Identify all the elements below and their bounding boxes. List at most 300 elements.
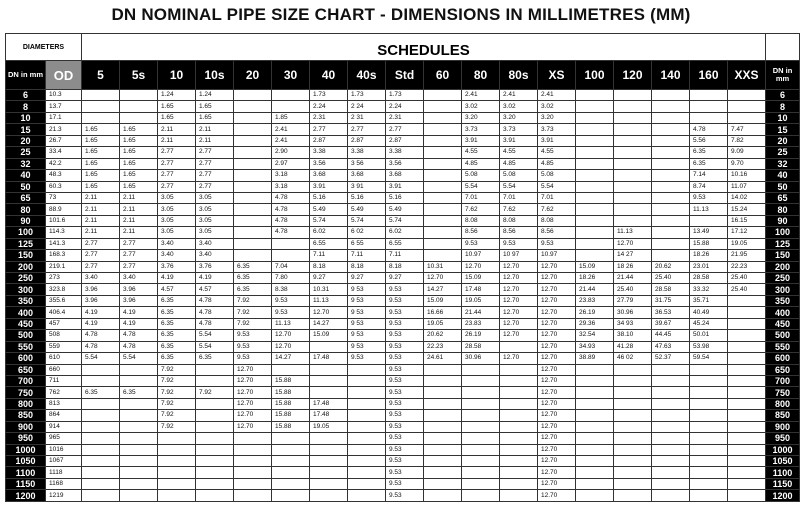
thickness-cell: 5.74 <box>348 215 386 226</box>
thickness-cell: 12.70 <box>538 341 576 352</box>
thickness-cell: 14.27 <box>272 353 310 364</box>
od-cell: 762 <box>46 387 82 398</box>
thickness-cell: 3.76 <box>158 261 196 272</box>
thickness-cell <box>728 398 766 409</box>
thickness-cell: 5.74 <box>310 215 348 226</box>
thickness-cell <box>652 456 690 467</box>
thickness-cell <box>120 375 158 386</box>
thickness-cell: 14.27 <box>424 284 462 295</box>
dn-cell-right: 20 <box>766 135 800 146</box>
thickness-cell: 4.19 <box>196 273 234 284</box>
thickness-cell: 12.70 <box>538 433 576 444</box>
dn-cell-right: 450 <box>766 318 800 329</box>
thickness-cell <box>272 238 310 249</box>
thickness-cell <box>614 181 652 192</box>
thickness-cell <box>82 478 120 489</box>
thickness-cell: 12.70 <box>500 318 538 329</box>
thickness-cell: 5.49 <box>348 204 386 215</box>
thickness-cell <box>348 410 386 421</box>
thickness-cell: 12.70 <box>538 318 576 329</box>
thickness-cell <box>652 192 690 203</box>
thickness-cell <box>652 147 690 158</box>
thickness-cell: 32.54 <box>576 330 614 341</box>
dn-cell-right: 250 <box>766 273 800 284</box>
dn-cell-right: 125 <box>766 238 800 249</box>
table-row <box>6 250 800 261</box>
thickness-cell <box>728 375 766 386</box>
thickness-cell <box>234 227 272 238</box>
schedule-header: 160 <box>690 61 728 90</box>
thickness-cell: 2.24 <box>386 101 424 112</box>
thickness-cell <box>576 124 614 135</box>
table-row <box>6 227 800 238</box>
thickness-cell: 20.62 <box>652 261 690 272</box>
thickness-cell: 6.35 <box>234 284 272 295</box>
thickness-cell <box>690 215 728 226</box>
thickness-cell: 9.53 <box>234 353 272 364</box>
table-row <box>6 204 800 215</box>
thickness-cell <box>614 444 652 455</box>
thickness-cell <box>462 444 500 455</box>
dn-cell-right: 25 <box>766 147 800 158</box>
od-cell: 1219 <box>46 490 82 501</box>
thickness-cell: 3.40 <box>120 273 158 284</box>
thickness-cell <box>424 421 462 432</box>
thickness-cell: 3.05 <box>196 192 234 203</box>
thickness-cell: 17.48 <box>310 353 348 364</box>
dn-cell: 100 <box>6 227 46 238</box>
thickness-cell: 9.27 <box>348 273 386 284</box>
thickness-cell <box>500 341 538 352</box>
thickness-cell: 5.54 <box>120 353 158 364</box>
dn-cell-right: 1150 <box>766 478 800 489</box>
thickness-cell: 3.96 <box>120 284 158 295</box>
thickness-cell <box>272 364 310 375</box>
thickness-cell: 4.19 <box>82 318 120 329</box>
thickness-cell: 5.49 <box>386 204 424 215</box>
thickness-cell: 10.31 <box>424 261 462 272</box>
dn-cell: 1200 <box>6 490 46 501</box>
thickness-cell <box>576 421 614 432</box>
thickness-cell <box>500 467 538 478</box>
thickness-cell: 1.65 <box>120 135 158 146</box>
thickness-cell: 3.20 <box>500 112 538 123</box>
dn-cell-right: 850 <box>766 410 800 421</box>
thickness-cell <box>576 375 614 386</box>
table-row <box>6 101 800 112</box>
thickness-cell: 3.76 <box>196 261 234 272</box>
thickness-cell: 8.18 <box>310 261 348 272</box>
thickness-cell <box>120 364 158 375</box>
thickness-cell <box>576 192 614 203</box>
thickness-cell <box>614 421 652 432</box>
thickness-cell: 1.65 <box>82 135 120 146</box>
thickness-cell: 3.05 <box>158 215 196 226</box>
od-cell: 323.8 <box>46 284 82 295</box>
dn-cell: 600 <box>6 353 46 364</box>
thickness-cell: 4.78 <box>272 204 310 215</box>
thickness-cell <box>310 478 348 489</box>
thickness-cell: 8.74 <box>690 181 728 192</box>
thickness-cell: 12.70 <box>538 295 576 306</box>
schedule-header: 10s <box>196 61 234 90</box>
dn-cell: 8 <box>6 101 46 112</box>
thickness-cell <box>652 364 690 375</box>
thickness-cell: 18 26 <box>614 261 652 272</box>
dn-cell-right: 900 <box>766 421 800 432</box>
schedule-header: 40s <box>348 61 386 90</box>
thickness-cell: 9.53 <box>386 421 424 432</box>
thickness-cell: 5.16 <box>386 192 424 203</box>
thickness-cell: 12.70 <box>500 261 538 272</box>
thickness-cell <box>652 410 690 421</box>
thickness-cell <box>576 398 614 409</box>
thickness-cell: 2.77 <box>196 170 234 181</box>
thickness-cell: 5.56 <box>690 135 728 146</box>
thickness-cell: 15.88 <box>272 375 310 386</box>
thickness-cell <box>234 158 272 169</box>
thickness-cell: 5.16 <box>348 192 386 203</box>
thickness-cell <box>234 444 272 455</box>
thickness-cell <box>196 490 234 501</box>
thickness-cell <box>234 467 272 478</box>
thickness-cell: 12.70 <box>538 421 576 432</box>
thickness-cell: 2.11 <box>82 227 120 238</box>
thickness-cell: 12.70 <box>538 444 576 455</box>
thickness-cell: 2.31 <box>310 112 348 123</box>
thickness-cell <box>652 490 690 501</box>
dn-cell: 300 <box>6 284 46 295</box>
table-row <box>6 398 800 409</box>
thickness-cell <box>196 433 234 444</box>
thickness-cell: 2.77 <box>196 158 234 169</box>
thickness-cell: 1.65 <box>120 158 158 169</box>
thickness-cell: 2.11 <box>120 204 158 215</box>
od-cell: 1016 <box>46 444 82 455</box>
schedule-header: 5s <box>120 61 158 90</box>
thickness-cell: 23.83 <box>462 318 500 329</box>
thickness-cell <box>728 456 766 467</box>
thickness-cell <box>652 135 690 146</box>
thickness-cell <box>196 398 234 409</box>
thickness-cell <box>614 490 652 501</box>
thickness-cell: 9 53 <box>348 307 386 318</box>
od-cell: 26.7 <box>46 135 82 146</box>
thickness-cell <box>500 398 538 409</box>
thickness-cell: 12.70 <box>272 341 310 352</box>
thickness-cell: 21.95 <box>728 250 766 261</box>
thickness-cell: 34.93 <box>576 341 614 352</box>
thickness-cell: 23.01 <box>690 261 728 272</box>
thickness-cell <box>576 204 614 215</box>
thickness-cell: 4.78 <box>196 295 234 306</box>
thickness-cell: 9.53 <box>386 307 424 318</box>
thickness-cell <box>272 456 310 467</box>
thickness-cell <box>652 112 690 123</box>
thickness-cell: 12.70 <box>234 410 272 421</box>
dn-cell: 25 <box>6 147 46 158</box>
thickness-cell: 2.77 <box>196 147 234 158</box>
thickness-cell: 2.41 <box>462 90 500 101</box>
thickness-cell <box>462 398 500 409</box>
thickness-cell: 6.35 <box>158 353 196 364</box>
od-cell: 273 <box>46 273 82 284</box>
thickness-cell: 12.70 <box>234 398 272 409</box>
schedule-header: Std <box>386 61 424 90</box>
thickness-cell <box>424 444 462 455</box>
thickness-cell <box>576 387 614 398</box>
thickness-cell: 7.11 <box>310 250 348 261</box>
thickness-cell <box>82 444 120 455</box>
table-row <box>6 170 800 181</box>
thickness-cell: 7.92 <box>234 295 272 306</box>
thickness-cell <box>348 398 386 409</box>
thickness-cell <box>614 215 652 226</box>
thickness-cell <box>652 124 690 135</box>
thickness-cell: 5.08 <box>538 170 576 181</box>
thickness-cell: 1.65 <box>82 170 120 181</box>
thickness-cell: 3.40 <box>82 273 120 284</box>
thickness-cell <box>234 456 272 467</box>
thickness-cell: 31.75 <box>652 295 690 306</box>
thickness-cell <box>652 467 690 478</box>
table-row <box>6 364 800 375</box>
thickness-cell <box>652 375 690 386</box>
thickness-cell: 1.65 <box>196 112 234 123</box>
thickness-cell: 8.56 <box>538 227 576 238</box>
thickness-cell <box>462 433 500 444</box>
thickness-cell: 2.77 <box>82 238 120 249</box>
thickness-cell <box>690 490 728 501</box>
thickness-cell: 15.88 <box>690 238 728 249</box>
thickness-cell: 6.02 <box>386 227 424 238</box>
thickness-cell: 10.97 <box>538 250 576 261</box>
thickness-cell <box>82 101 120 112</box>
thickness-cell <box>82 375 120 386</box>
thickness-cell <box>690 387 728 398</box>
thickness-cell: 2.41 <box>272 135 310 146</box>
thickness-cell: 4.55 <box>462 147 500 158</box>
table-row <box>6 433 800 444</box>
thickness-cell <box>690 456 728 467</box>
thickness-cell <box>196 467 234 478</box>
thickness-cell <box>424 250 462 261</box>
thickness-cell <box>652 478 690 489</box>
dn-cell: 50 <box>6 181 46 192</box>
thickness-cell <box>424 433 462 444</box>
thickness-cell <box>614 124 652 135</box>
thickness-cell: 5.74 <box>386 215 424 226</box>
thickness-cell: 4.78 <box>120 341 158 352</box>
thickness-cell: 1.65 <box>82 181 120 192</box>
dn-cell-right: 1100 <box>766 467 800 478</box>
thickness-cell: 2.41 <box>272 124 310 135</box>
table-row <box>6 261 800 272</box>
thickness-cell: 1.65 <box>120 124 158 135</box>
thickness-cell <box>728 444 766 455</box>
thickness-cell: 7.47 <box>728 124 766 135</box>
thickness-cell <box>690 398 728 409</box>
dn-cell: 20 <box>6 135 46 146</box>
dn-header-right: DN in mm <box>766 61 800 90</box>
thickness-cell <box>424 490 462 501</box>
thickness-cell <box>614 147 652 158</box>
thickness-cell <box>652 90 690 101</box>
thickness-cell: 13.49 <box>690 227 728 238</box>
thickness-cell: 2.11 <box>196 135 234 146</box>
thickness-cell <box>158 444 196 455</box>
thickness-cell <box>82 398 120 409</box>
thickness-cell <box>652 250 690 261</box>
thickness-cell: 3.91 <box>386 181 424 192</box>
thickness-cell: 19.05 <box>728 238 766 249</box>
thickness-cell: 2.77 <box>348 124 386 135</box>
od-cell: 610 <box>46 353 82 364</box>
thickness-cell: 15.09 <box>424 295 462 306</box>
thickness-cell: 12.70 <box>538 467 576 478</box>
thickness-cell <box>576 135 614 146</box>
thickness-cell: 2.11 <box>82 215 120 226</box>
thickness-cell <box>310 444 348 455</box>
thickness-cell: 12.70 <box>500 307 538 318</box>
thickness-cell: 6.02 <box>310 227 348 238</box>
thickness-cell: 3.68 <box>310 170 348 181</box>
thickness-cell: 2.24 <box>310 101 348 112</box>
thickness-cell: 12.70 <box>538 261 576 272</box>
thickness-cell: 7.92 <box>158 387 196 398</box>
thickness-cell <box>310 341 348 352</box>
thickness-cell: 14.27 <box>310 318 348 329</box>
dn-cell: 250 <box>6 273 46 284</box>
thickness-cell: 3.02 <box>538 101 576 112</box>
table-row <box>6 192 800 203</box>
thickness-cell <box>728 341 766 352</box>
thickness-cell <box>424 387 462 398</box>
thickness-cell <box>234 192 272 203</box>
thickness-cell <box>234 433 272 444</box>
thickness-cell: 9.53 <box>386 341 424 352</box>
thickness-cell <box>690 101 728 112</box>
od-cell: 114.3 <box>46 227 82 238</box>
thickness-cell: 9.53 <box>500 238 538 249</box>
thickness-cell <box>234 215 272 226</box>
thickness-cell <box>348 490 386 501</box>
dn-cell: 1150 <box>6 478 46 489</box>
thickness-cell: 8.08 <box>500 215 538 226</box>
thickness-cell: 45.24 <box>690 318 728 329</box>
table-row <box>6 387 800 398</box>
thickness-cell <box>120 490 158 501</box>
thickness-cell: 2.11 <box>120 215 158 226</box>
dn-cell-right: 6 <box>766 90 800 101</box>
dn-cell-right: 15 <box>766 124 800 135</box>
thickness-cell: 21.44 <box>614 273 652 284</box>
table-row <box>6 490 800 501</box>
thickness-cell: 17.48 <box>462 284 500 295</box>
thickness-cell <box>728 307 766 318</box>
dn-cell-right: 750 <box>766 387 800 398</box>
thickness-cell: 40.49 <box>690 307 728 318</box>
thickness-cell: 7.01 <box>500 192 538 203</box>
od-cell: 813 <box>46 398 82 409</box>
thickness-cell <box>728 387 766 398</box>
table-row <box>6 410 800 421</box>
thickness-cell <box>652 238 690 249</box>
thickness-cell: 14.02 <box>728 192 766 203</box>
od-cell: 559 <box>46 341 82 352</box>
table-row <box>6 318 800 329</box>
thickness-cell <box>272 433 310 444</box>
thickness-cell: 2.11 <box>158 135 196 146</box>
thickness-cell <box>652 204 690 215</box>
table-row <box>6 444 800 455</box>
thickness-cell <box>652 158 690 169</box>
thickness-cell <box>234 101 272 112</box>
od-cell: 864 <box>46 410 82 421</box>
table-row <box>6 215 800 226</box>
thickness-cell: 5.49 <box>310 204 348 215</box>
thickness-cell: 9.53 <box>386 467 424 478</box>
thickness-cell <box>728 478 766 489</box>
dn-cell: 650 <box>6 364 46 375</box>
thickness-cell <box>576 112 614 123</box>
schedule-header: 100 <box>576 61 614 90</box>
thickness-cell: 6 02 <box>348 227 386 238</box>
thickness-cell: 12.70 <box>538 410 576 421</box>
thickness-cell <box>690 90 728 101</box>
thickness-cell: 15.09 <box>310 330 348 341</box>
thickness-cell <box>424 90 462 101</box>
table-row <box>6 478 800 489</box>
dn-cell: 150 <box>6 250 46 261</box>
thickness-cell <box>576 444 614 455</box>
thickness-cell <box>500 364 538 375</box>
dn-cell-right: 550 <box>766 341 800 352</box>
thickness-cell <box>462 375 500 386</box>
thickness-cell: 7.01 <box>538 192 576 203</box>
thickness-cell: 8.18 <box>348 261 386 272</box>
od-cell: 13.7 <box>46 101 82 112</box>
thickness-cell: 3.05 <box>158 204 196 215</box>
thickness-cell: 11.13 <box>272 318 310 329</box>
thickness-cell: 12.70 <box>538 353 576 364</box>
thickness-cell: 3.05 <box>196 227 234 238</box>
thickness-cell <box>576 227 614 238</box>
dn-cell-right: 8 <box>766 101 800 112</box>
thickness-cell <box>500 410 538 421</box>
od-cell: 965 <box>46 433 82 444</box>
thickness-cell: 12.70 <box>500 295 538 306</box>
thickness-cell <box>424 227 462 238</box>
thickness-cell: 3.02 <box>462 101 500 112</box>
thickness-cell: 1.24 <box>196 90 234 101</box>
dn-cell-right: 800 <box>766 398 800 409</box>
od-cell: 33.4 <box>46 147 82 158</box>
thickness-cell: 12.70 <box>614 238 652 249</box>
od-cell: 406.4 <box>46 307 82 318</box>
thickness-cell: 3.40 <box>158 238 196 249</box>
thickness-cell: 24.61 <box>424 353 462 364</box>
dn-cell-right: 50 <box>766 181 800 192</box>
thickness-cell <box>120 444 158 455</box>
thickness-cell <box>576 456 614 467</box>
thickness-cell: 12.70 <box>424 273 462 284</box>
thickness-cell: 20.62 <box>424 330 462 341</box>
thickness-cell: 12.70 <box>538 490 576 501</box>
thickness-cell: 4.85 <box>500 158 538 169</box>
thickness-cell <box>424 158 462 169</box>
thickness-cell <box>652 444 690 455</box>
